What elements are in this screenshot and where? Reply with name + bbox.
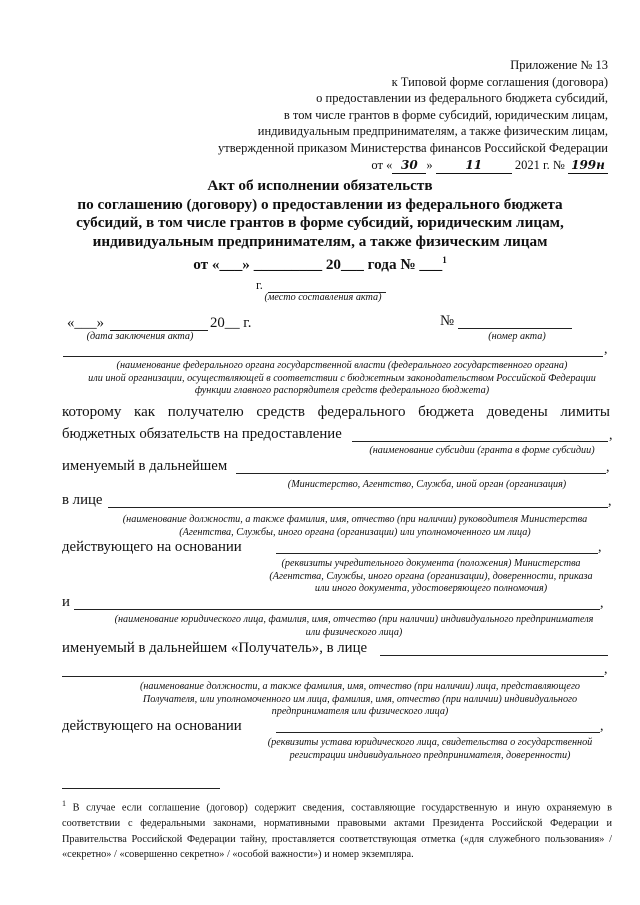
order-number: 199н — [568, 157, 608, 175]
title-line-3: субсидий, в том числе грантов в форме субсидий, юридическим лицам, — [76, 214, 564, 232]
footnote-text: В случае если соглашение (договор) содержит сведения, составляющие государственную и иную охраняемую в соответствии с федеральными законами, нормативными правовыми актами Президента Российской Федерации и Правительства Российской Федерации тайну, проставляется соответствующая отметка («для служебного пользования» / «секретно» / «совершенно секретно» / «особой важности») и номер экземпляра. — [62, 802, 612, 861]
acting-basis-2-label: действующего на основании — [62, 718, 242, 734]
document-title — [60, 177, 580, 275]
title-line-1: Акт об исполнении обязательств — [207, 177, 433, 194]
appendix-line-2: к Типовой форме соглашения (договора) — [391, 74, 608, 89]
act-date-day: «___» — [67, 315, 104, 331]
appendix-number: Приложение № 13 — [510, 58, 608, 72]
in-person-label: в лице — [62, 492, 103, 508]
entity-field[interactable] — [74, 609, 600, 610]
acting-basis-field[interactable] — [276, 553, 598, 554]
subsidy-name-field[interactable] — [352, 441, 608, 442]
order-day: 30 — [392, 157, 426, 175]
appendix-line-6: утвержденной приказом Министерства финансов Российской Федерации — [217, 140, 608, 155]
act-number-caption: (номер акта) — [488, 331, 546, 342]
title-line-2: по соглашению (договору) о предоставлении из федерального бюджета — [77, 195, 563, 213]
representative-caption: (наименование должности, а также фамилия, имя, отчество (при наличии) лица, представляющего Получателя, или уполномоченного им лица, фамилия, имя, отчество (при наличии) индивидуального предпринимателя или физического лица) — [139, 681, 581, 718]
appendix-line-3: о предоставлении из федерального бюджета субсидий, — [316, 91, 608, 106]
recipient-person-field-2[interactable] — [62, 676, 604, 677]
hereinafter-field[interactable] — [236, 473, 606, 474]
order-date-line: от « 30 » 11 2021 г. № 199н — [188, 157, 608, 175]
position-caption: (наименование должности, а также фамилия, имя, отчество (при наличии) руководителя Министерства (Агентства, Службы, иного органа (организации) или уполномоченного им лица) — [122, 514, 588, 538]
in-person-field[interactable] — [108, 507, 608, 508]
footnote-mark: 1 — [442, 255, 447, 266]
place-caption: (место составления акта) — [264, 292, 382, 303]
recipient-line-1: которому как получателю средств федерального бюджета доведены лимиты — [62, 404, 610, 420]
charter-caption: (реквизиты устава юридического лица, свидетельства о государственной регистрации индивидуального предпринимателя, доверенности) — [267, 737, 593, 761]
act-number-label: № — [440, 313, 455, 329]
basis-caption: (реквизиты учредительного документа (положения) Министерства (Агентства, Службы, иного органа (организации), доверенности, приказа или иного документа, удостоверяющего полномочия) — [269, 558, 593, 595]
act-number-field[interactable] — [458, 328, 572, 329]
subsidy-caption: (наименование субсидии (гранта в форме субсидии) — [369, 445, 595, 456]
appendix-line-5: индивидуальным предпринимателям, а также физическим лицам, — [257, 124, 608, 139]
and-label: и — [62, 594, 70, 610]
acting-basis-label: действующего на основании — [62, 539, 242, 555]
appendix-line-4: в том числе грантов в форме субсидий, юридическим лицам, — [283, 107, 608, 122]
act-date-caption: (дата заключения акта) — [86, 331, 194, 342]
title-line-4: индивидуальным предпринимателям, а также физическим лицам — [92, 232, 548, 250]
authority-field[interactable] — [63, 356, 603, 357]
footnote-number: 1 — [62, 799, 66, 808]
order-month: 11 — [436, 157, 512, 175]
recipient-person-field-1[interactable] — [380, 655, 608, 656]
act-date-year: 20__ г. — [210, 315, 252, 331]
place-prefix: г. — [256, 278, 263, 292]
title-line-5: от «___» _________ 20___ года № ___$^1$ — [193, 255, 447, 274]
entity-caption: (наименование юридического лица, фамилия, имя, отчество (при наличии) индивидуального предпринимателя или физического лица) — [114, 614, 594, 638]
hereinafter-label: именуемый в дальнейшем — [62, 458, 228, 474]
ministry-caption: (Министерство, Агентство, Служба, иной орган (организация) — [287, 479, 567, 490]
hereinafter-recipient-label: именуемый в дальнейшем «Получатель», в лице — [62, 640, 368, 656]
charter-field[interactable] — [276, 732, 600, 733]
authority-caption: (наименование федерального органа государственной власти (федерального государственного органа) или иной организации, осуществляющей в соответствии с бюджетным законодательством Российской Федерации функции главного распорядителя средств федерального бюджета) — [88, 360, 596, 397]
footnote — [62, 796, 612, 863]
recipient-line-2: бюджетных обязательств на предоставление — [62, 426, 342, 442]
appendix-header — [188, 57, 608, 174]
footnote-separator — [62, 788, 220, 789]
